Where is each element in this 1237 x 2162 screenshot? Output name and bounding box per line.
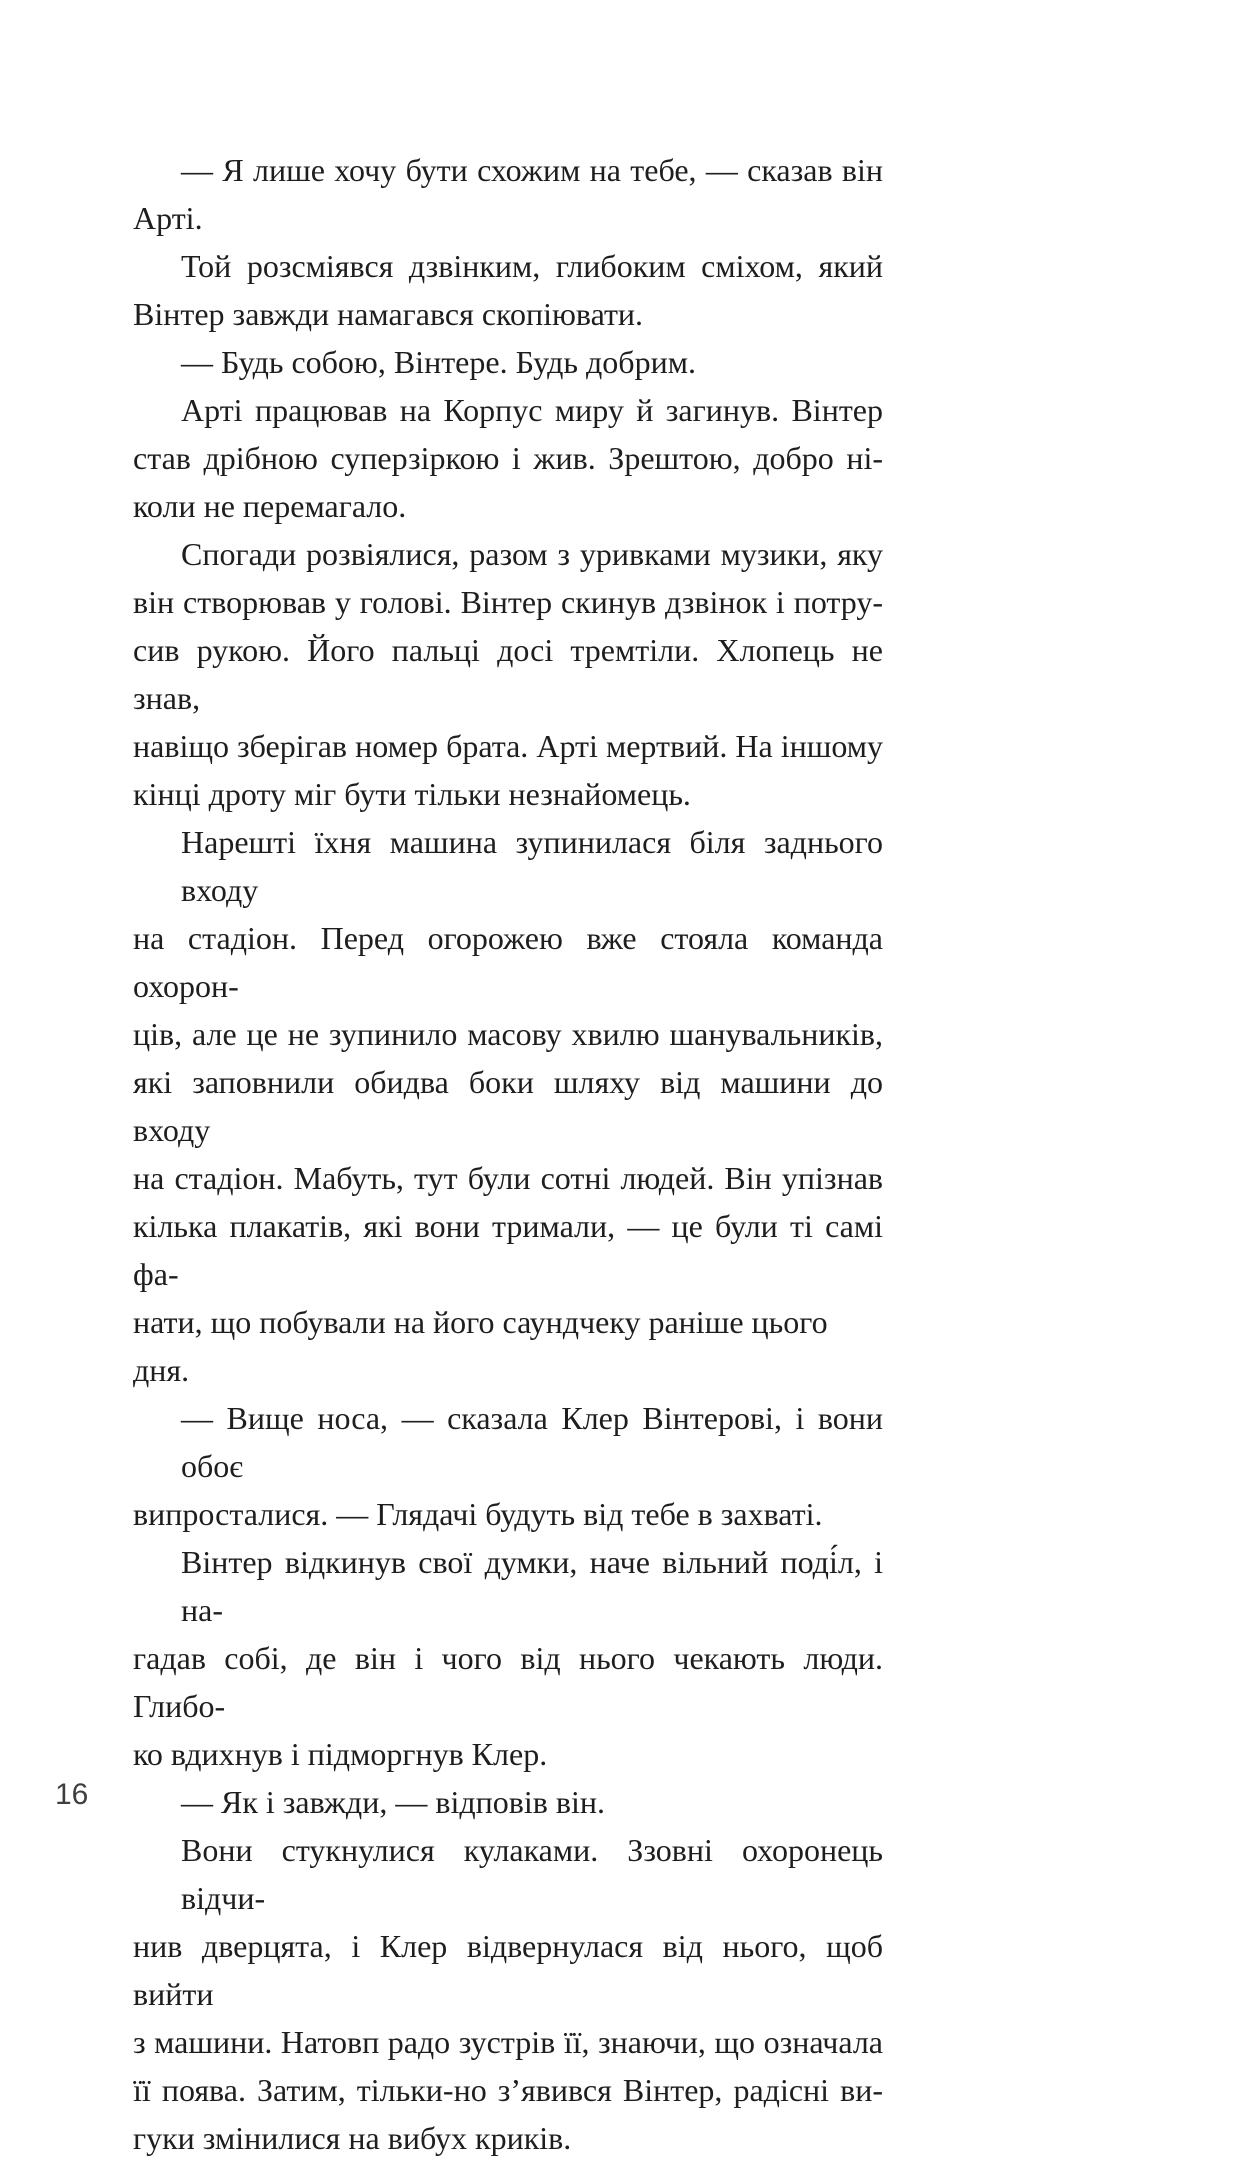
text-line: став дрібною суперзіркою і жив. Зрештою, добро ні-	[133, 440, 883, 476]
text-line: Той розсміявся дзвінким, глибоким сміхом, який	[181, 248, 883, 284]
text-line: коли не перемагало.	[133, 488, 407, 524]
text-line: кілька плакатів, які вони тримали, — це були ті самі фа-	[133, 1208, 883, 1292]
paragraph	[133, 146, 883, 242]
paragraph	[133, 1826, 883, 2162]
text-line: нив дверцята, і Клер відвернулася від нього, щоб вийти	[133, 1928, 883, 2012]
text-line: — Будь собою, Вінтере. Будь добрим.	[181, 344, 696, 380]
text-line: Вінтер відкинув свої думки, наче вільний поді́л, і на-	[181, 1544, 883, 1628]
text-line: кінці дроту міг бути тільки незнайомець.	[133, 776, 691, 812]
page-number: 16	[55, 1778, 89, 1811]
text-line: Арті.	[133, 200, 203, 236]
text-line: він створював у голові. Вінтер скинув дзвінок і потру-	[133, 584, 883, 620]
text-line: — Вище носа, — сказала Клер Вінтерові, і вони обоє	[181, 1400, 883, 1484]
paragraph	[133, 818, 883, 1394]
text-line: ко вдихнув і підморгнув Клер.	[133, 1736, 548, 1772]
text-line: гуки змінилися на вибух криків.	[133, 2120, 572, 2156]
text-line: ців, але це не зупинило масову хвилю шанувальників,	[133, 1016, 883, 1052]
text-line: на стадіон. Перед огорожею вже стояла команда охорон-	[133, 920, 883, 1004]
text-line: які заповнили обидва боки шляху від машини до входу	[133, 1064, 883, 1148]
text-line: нати, що побували на його саундчеку раніше цього дня.	[133, 1304, 828, 1388]
paragraph	[133, 1538, 883, 1778]
paragraph	[133, 1394, 883, 1538]
paragraph	[133, 242, 883, 338]
text-line: на стадіон. Мабуть, тут були сотні людей. Він упізнав	[133, 1160, 883, 1196]
text-line: — Як і завжди, — відповів він.	[181, 1784, 605, 1820]
text-line: — Я лише хочу бути схожим на тебе, — сказав він	[181, 152, 883, 188]
paragraph	[133, 530, 883, 818]
paragraph	[133, 338, 883, 386]
text-line: гадав собі, де він і чого від нього чекають люди. Глибо-	[133, 1640, 883, 1724]
paragraph	[133, 1778, 883, 1826]
text-line: Нарешті їхня машина зупинилася біля заднього входу	[181, 824, 883, 908]
text-line: сив рукою. Його пальці досі тремтіли. Хлопець не знав,	[133, 632, 883, 716]
text-line: її поява. Затим, тільки-но з’явився Вінтер, радісні ви-	[133, 2072, 883, 2108]
text-line: Спогади розвіялися, разом з уривками музики, яку	[181, 536, 883, 572]
page-text	[133, 146, 883, 2162]
text-line: з машини. Натовп радо зустрів її, знаючи, що означала	[133, 2024, 883, 2060]
text-line: випросталися. — Глядачі будуть від тебе в захваті.	[133, 1496, 823, 1532]
text-line: Вінтер завжди намагався скопіювати.	[133, 296, 644, 332]
text-line: Арті працював на Корпус миру й загинув. Вінтер	[181, 392, 883, 428]
paragraph	[133, 386, 883, 530]
text-line: Вони стукнулися кулаками. Ззовні охоронець відчи-	[181, 1832, 883, 1916]
text-line: навіщо зберігав номер брата. Арті мертвий. На іншому	[133, 728, 883, 764]
